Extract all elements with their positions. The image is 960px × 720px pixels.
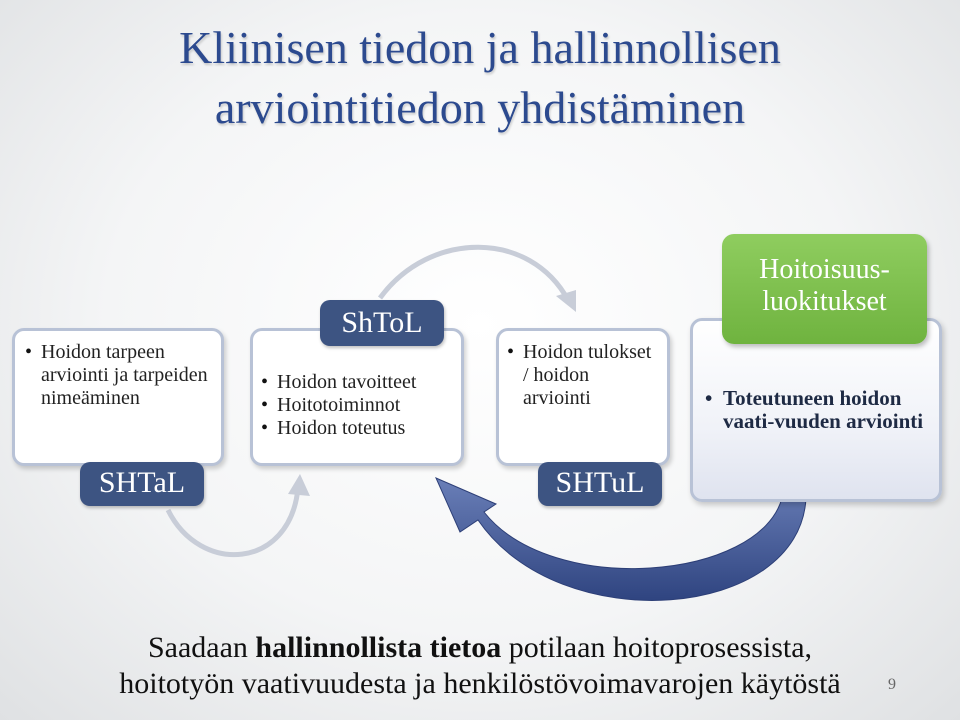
box-assessment-list [25,341,211,410]
tab-shtal: SHTaL [80,462,204,506]
box-results-list [507,341,659,410]
top-curve-arrowhead [556,290,576,312]
bottom-caption-line-1 [0,630,960,666]
caption-bold: hallinnollista tietoa [255,631,502,664]
bottom-caption [0,630,960,702]
bottom-curve-arrowhead [288,474,310,496]
page-number: 9 [888,676,896,693]
box-assessment-item: • Hoidon tarpeen arviointi ja tarpeiden nimeäminen [25,341,211,410]
page-title-line-1: Kliinisen tiedon ja hallinnollisen [179,22,781,73]
box-classification-item: • Toteutuneen hoidon vaati-vuuden arviointi [705,387,929,433]
box-classification [690,318,942,502]
box-results [496,328,670,466]
box-goals-item: • Hoidon toteutus [261,417,451,440]
page-title-line-2: arviointitiedon yhdistäminen [214,82,746,133]
box-results-item: • Hoidon tulokset / hoidon arviointi [507,341,659,410]
tab-shtul: SHTuL [538,462,662,506]
caption-text: Saadaan [147,631,256,664]
box-goals-item: • Hoitotoiminnot [261,394,451,417]
bottom-caption-line-2: hoitotyön vaativuudesta ja henkilöstövoimavarojen käytöstä [119,667,841,700]
box-goals [250,328,464,466]
caption-text: potilaan hoitoprosessista, [501,631,813,664]
tab-shtol: ShToL [320,300,444,346]
box-goals-list [261,371,451,440]
box-assessment [12,328,224,466]
classification-header: Hoitoisuus-luokitukset [722,234,927,344]
box-classification-list [705,387,929,433]
top-curve-arrow [380,247,568,300]
box-goals-item: • Hoidon tavoitteet [261,371,451,394]
